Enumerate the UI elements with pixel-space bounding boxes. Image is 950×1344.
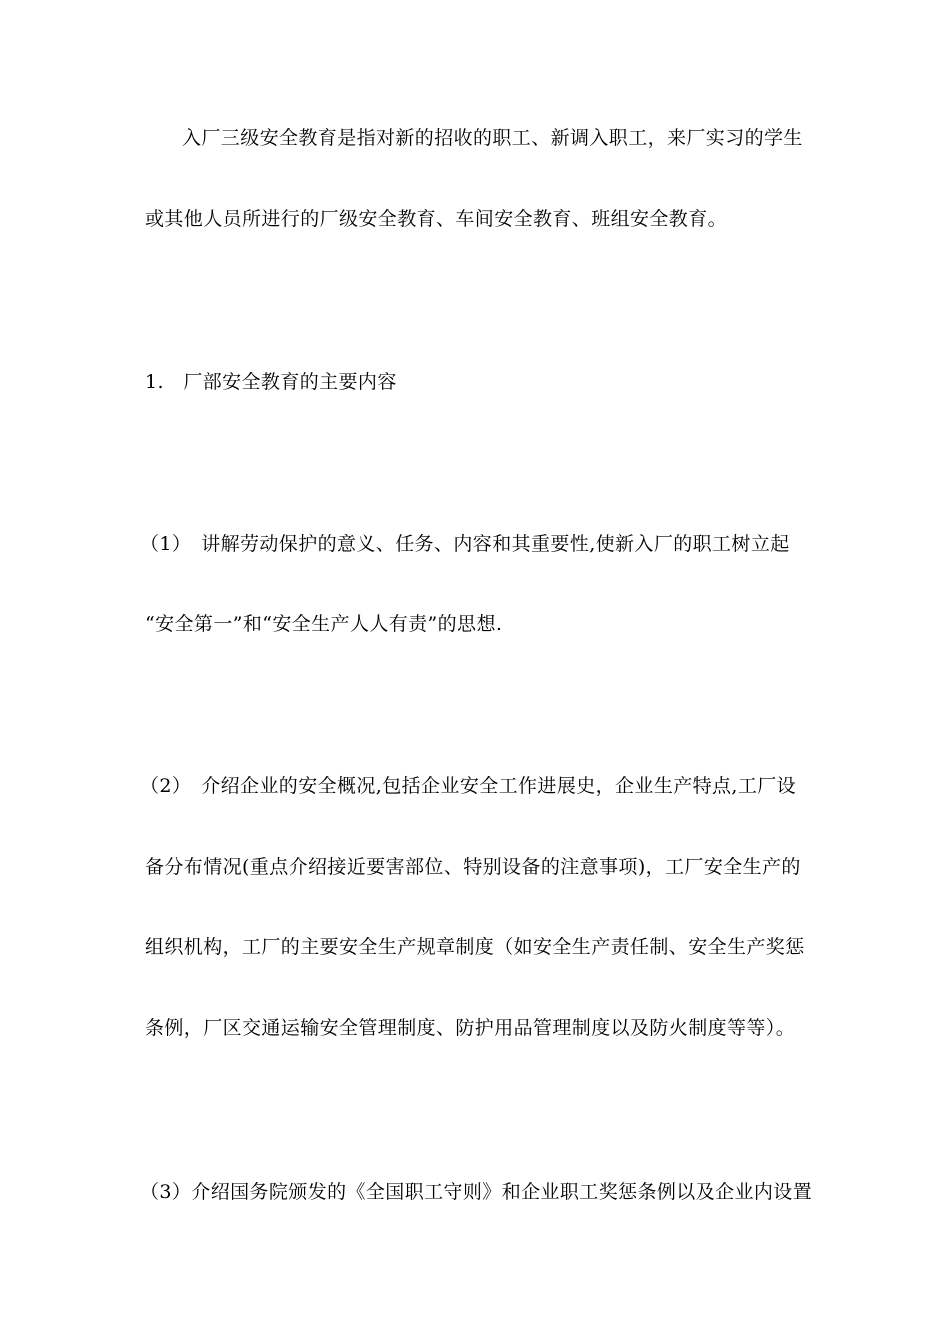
item-2-line-2: 备分布情况(重点介绍接近要害部位、特别设备的注意事项)，工厂安全生产的 xyxy=(145,856,801,878)
item-2-line-1: （2） 介绍企业的安全概况,包括企业安全工作进展史，企业生产特点,工厂设 xyxy=(140,775,797,797)
section-1-title: 1. 厂部安全教育的主要内容 xyxy=(145,371,397,393)
intro-line-1: 入厂三级安全教育是指对新的招收的职工、新调入职工，来厂实习的学生 xyxy=(182,127,803,149)
item-2-line-3: 组织机构，工厂的主要安全生产规章制度（如安全生产责任制、安全生产奖惩 xyxy=(145,936,805,958)
item-1-line-2: “安全第一”和“安全生产人人有责”的思想. xyxy=(145,613,503,635)
intro-line-2: 或其他人员所进行的厂级安全教育、车间安全教育、班组安全教育。 xyxy=(145,208,728,230)
item-3-line-1: （3）介绍国务院颁发的《全国职工守则》和企业职工奖惩条例以及企业内设置 xyxy=(140,1181,813,1203)
item-2-line-4: 条例，厂区交通运输安全管理制度、防护用品管理制度以及防火制度等等）。 xyxy=(145,1017,796,1039)
item-1-line-1: （1） 讲解劳动保护的意义、任务、内容和其重要性,使新入厂的职工树立起 xyxy=(140,533,790,555)
